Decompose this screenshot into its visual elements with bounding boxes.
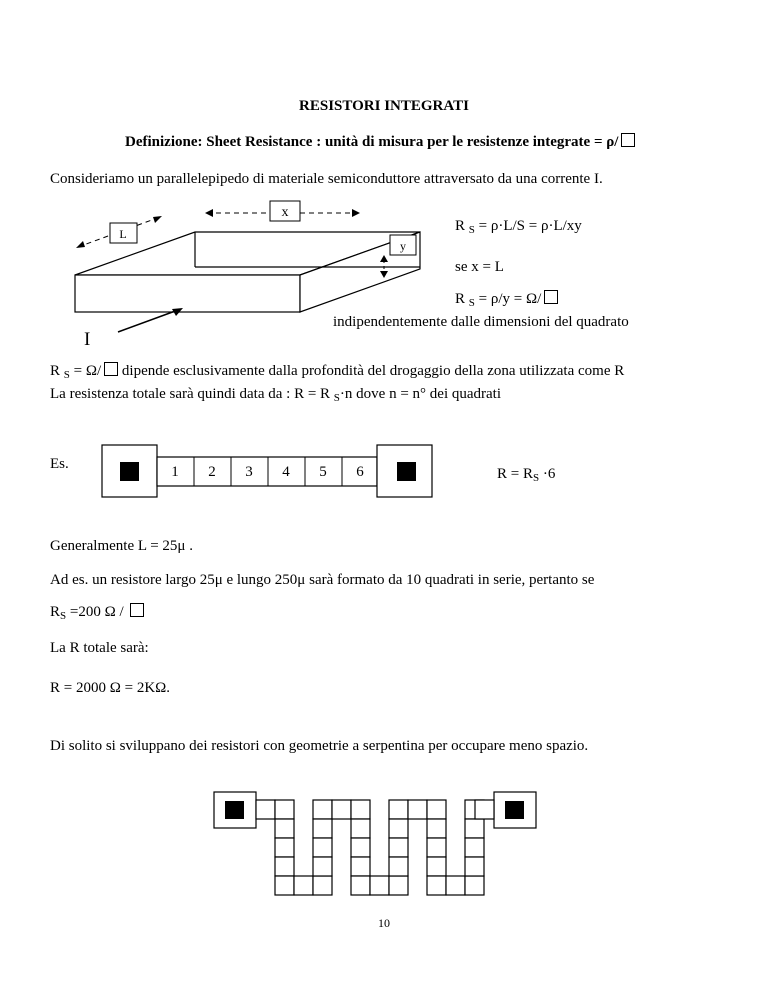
- rs-symbol: R: [50, 604, 61, 620]
- current-label: I: [84, 329, 91, 350]
- general-text: Generalmente L = 25μ .: [50, 538, 193, 554]
- serpentine-cell: [275, 819, 294, 838]
- current-arrow: [118, 310, 178, 332]
- serpentine-cell: [427, 819, 446, 838]
- serpentine-cell: [294, 876, 313, 895]
- rs-depends-text: dipende esclusivamente dalla profondità del drogaggio della zona utilizzata come R: [118, 363, 625, 379]
- serpentine-cell: [313, 819, 332, 838]
- square-symbol-icon: [130, 603, 144, 617]
- serpentine-cell: [313, 838, 332, 857]
- serpentine-cell: [389, 800, 408, 819]
- total-part2: ·n dove n = n° dei quadrati: [339, 386, 502, 402]
- square-symbol-icon: [544, 290, 558, 304]
- box-front-face: [75, 275, 300, 312]
- l-arrowhead-right-icon: [153, 216, 162, 223]
- rs-equals: = Ω/: [69, 363, 102, 379]
- serpentine-cell: [275, 800, 294, 819]
- r-total-value: R = 2000 Ω = 2KΩ.: [50, 680, 171, 696]
- serpentine-cell: [332, 800, 351, 819]
- square-symbol-icon: [104, 362, 118, 376]
- serpentine-cell: [275, 876, 294, 895]
- rs-subscript: S: [468, 297, 475, 309]
- rs-subscript: S: [333, 392, 340, 404]
- example-resistor-figure: [100, 443, 440, 499]
- serpentine-cell: [465, 857, 484, 876]
- serpentine-cell: [465, 838, 484, 857]
- cell-label: 4: [282, 464, 290, 480]
- definition-text: Definizione: Sheet Resistance : unità di misura per le resistenze integrate = ρ/: [125, 134, 619, 150]
- formula-1-rest: = ρ·L/S = ρ·L/xy: [474, 218, 582, 234]
- contact-right-icon: [397, 462, 416, 481]
- l-label: L: [119, 227, 127, 241]
- condition-text: se x = L: [455, 259, 504, 275]
- rs-symbol: R: [455, 218, 466, 234]
- example-calc-text: Ad es. un resistore largo 25μ e lungo 250μ sarà formato da 10 quadrati in serie, pertanto se: [50, 572, 595, 588]
- rs-subscript: S: [468, 224, 475, 236]
- cell-label: 5: [319, 464, 327, 480]
- page-number: 10: [378, 916, 390, 930]
- serpentine-cell: [389, 819, 408, 838]
- independence-text: indipendentemente dalle dimensioni del quadrato: [333, 314, 629, 330]
- serpentine-cell: [465, 819, 484, 838]
- intro-text: Consideriamo un parallelepipedo di materiale semiconduttore attraversato da una corrente I.: [50, 171, 603, 187]
- formula-2-rest: = ρ/y = Ω/: [474, 291, 542, 307]
- cell-label: 2: [208, 464, 216, 480]
- serpentine-cell: [465, 876, 484, 895]
- serpentine-cell: [351, 876, 370, 895]
- serpentine-cell: [351, 838, 370, 857]
- cell-label: 6: [356, 464, 364, 480]
- contact-left-icon: [120, 462, 139, 481]
- formula-rs-2: [455, 290, 558, 308]
- rs-symbol: R: [455, 291, 466, 307]
- serpentine-cell: [351, 819, 370, 838]
- cell-label: 1: [171, 464, 179, 480]
- serpentine-cell: [313, 876, 332, 895]
- serpentine-cell: [313, 800, 332, 819]
- serpentine-cell: [389, 857, 408, 876]
- serpentine-cell: [256, 800, 275, 819]
- serpentine-cell: [351, 857, 370, 876]
- x-label: x: [281, 205, 289, 220]
- x-arrowhead-left-icon: [205, 209, 213, 217]
- serpentine-cell: [313, 857, 332, 876]
- x-arrowhead-right-icon: [352, 209, 360, 217]
- example-label: Es.: [50, 456, 69, 472]
- serpentine-text: Di solito si sviluppano dei resistori con geometrie a serpentina per occupare meno spazio.: [50, 738, 589, 754]
- y-label: y: [400, 239, 406, 253]
- serpentine-cell: [408, 800, 427, 819]
- serpentine-cell: [389, 876, 408, 895]
- contact-left-icon: [225, 801, 244, 819]
- rs-subscript: S: [532, 472, 540, 484]
- rs-symbol: R: [50, 363, 61, 379]
- serpentine-cell: [427, 800, 446, 819]
- contact-right-icon: [505, 801, 524, 819]
- serpentine-cell: [351, 800, 370, 819]
- rs-200-line: [50, 603, 144, 621]
- cell-label: 3: [245, 464, 253, 480]
- serpentine-cell: [275, 838, 294, 857]
- definition-line: [125, 133, 635, 151]
- rs-subscript: S: [63, 369, 70, 381]
- serpentine-resistor-figure: [210, 788, 540, 900]
- example-formula-suffix: ·6: [539, 466, 556, 482]
- serpentine-cell: [427, 876, 446, 895]
- r-total-label: La R totale sarà:: [50, 640, 149, 656]
- total-resistance-line: [50, 386, 501, 403]
- l-arrowhead-left-icon: [76, 241, 85, 248]
- serpentine-cell: [370, 876, 389, 895]
- example-formula-prefix: R = R: [497, 466, 533, 482]
- serpentine-path: [256, 800, 494, 895]
- serpentine-cell: [389, 838, 408, 857]
- total-part1: La resistenza totale sarà quindi data da : R = R: [50, 386, 331, 402]
- formula-rs-1: [455, 218, 582, 235]
- resistor-strip: [157, 457, 377, 486]
- serpentine-cell: [427, 838, 446, 857]
- serpentine-cell: [275, 857, 294, 876]
- serpentine-cell: [475, 800, 494, 819]
- rs-subscript: S: [60, 610, 67, 622]
- square-symbol-icon: [621, 133, 635, 147]
- serpentine-cell: [427, 857, 446, 876]
- rs-depends-line: [50, 362, 624, 380]
- serpentine-cell: [446, 876, 465, 895]
- page-title: RESISTORI INTEGRATI: [299, 98, 469, 114]
- example-formula: [497, 466, 555, 483]
- rs-200-value: =200 Ω /: [66, 604, 128, 620]
